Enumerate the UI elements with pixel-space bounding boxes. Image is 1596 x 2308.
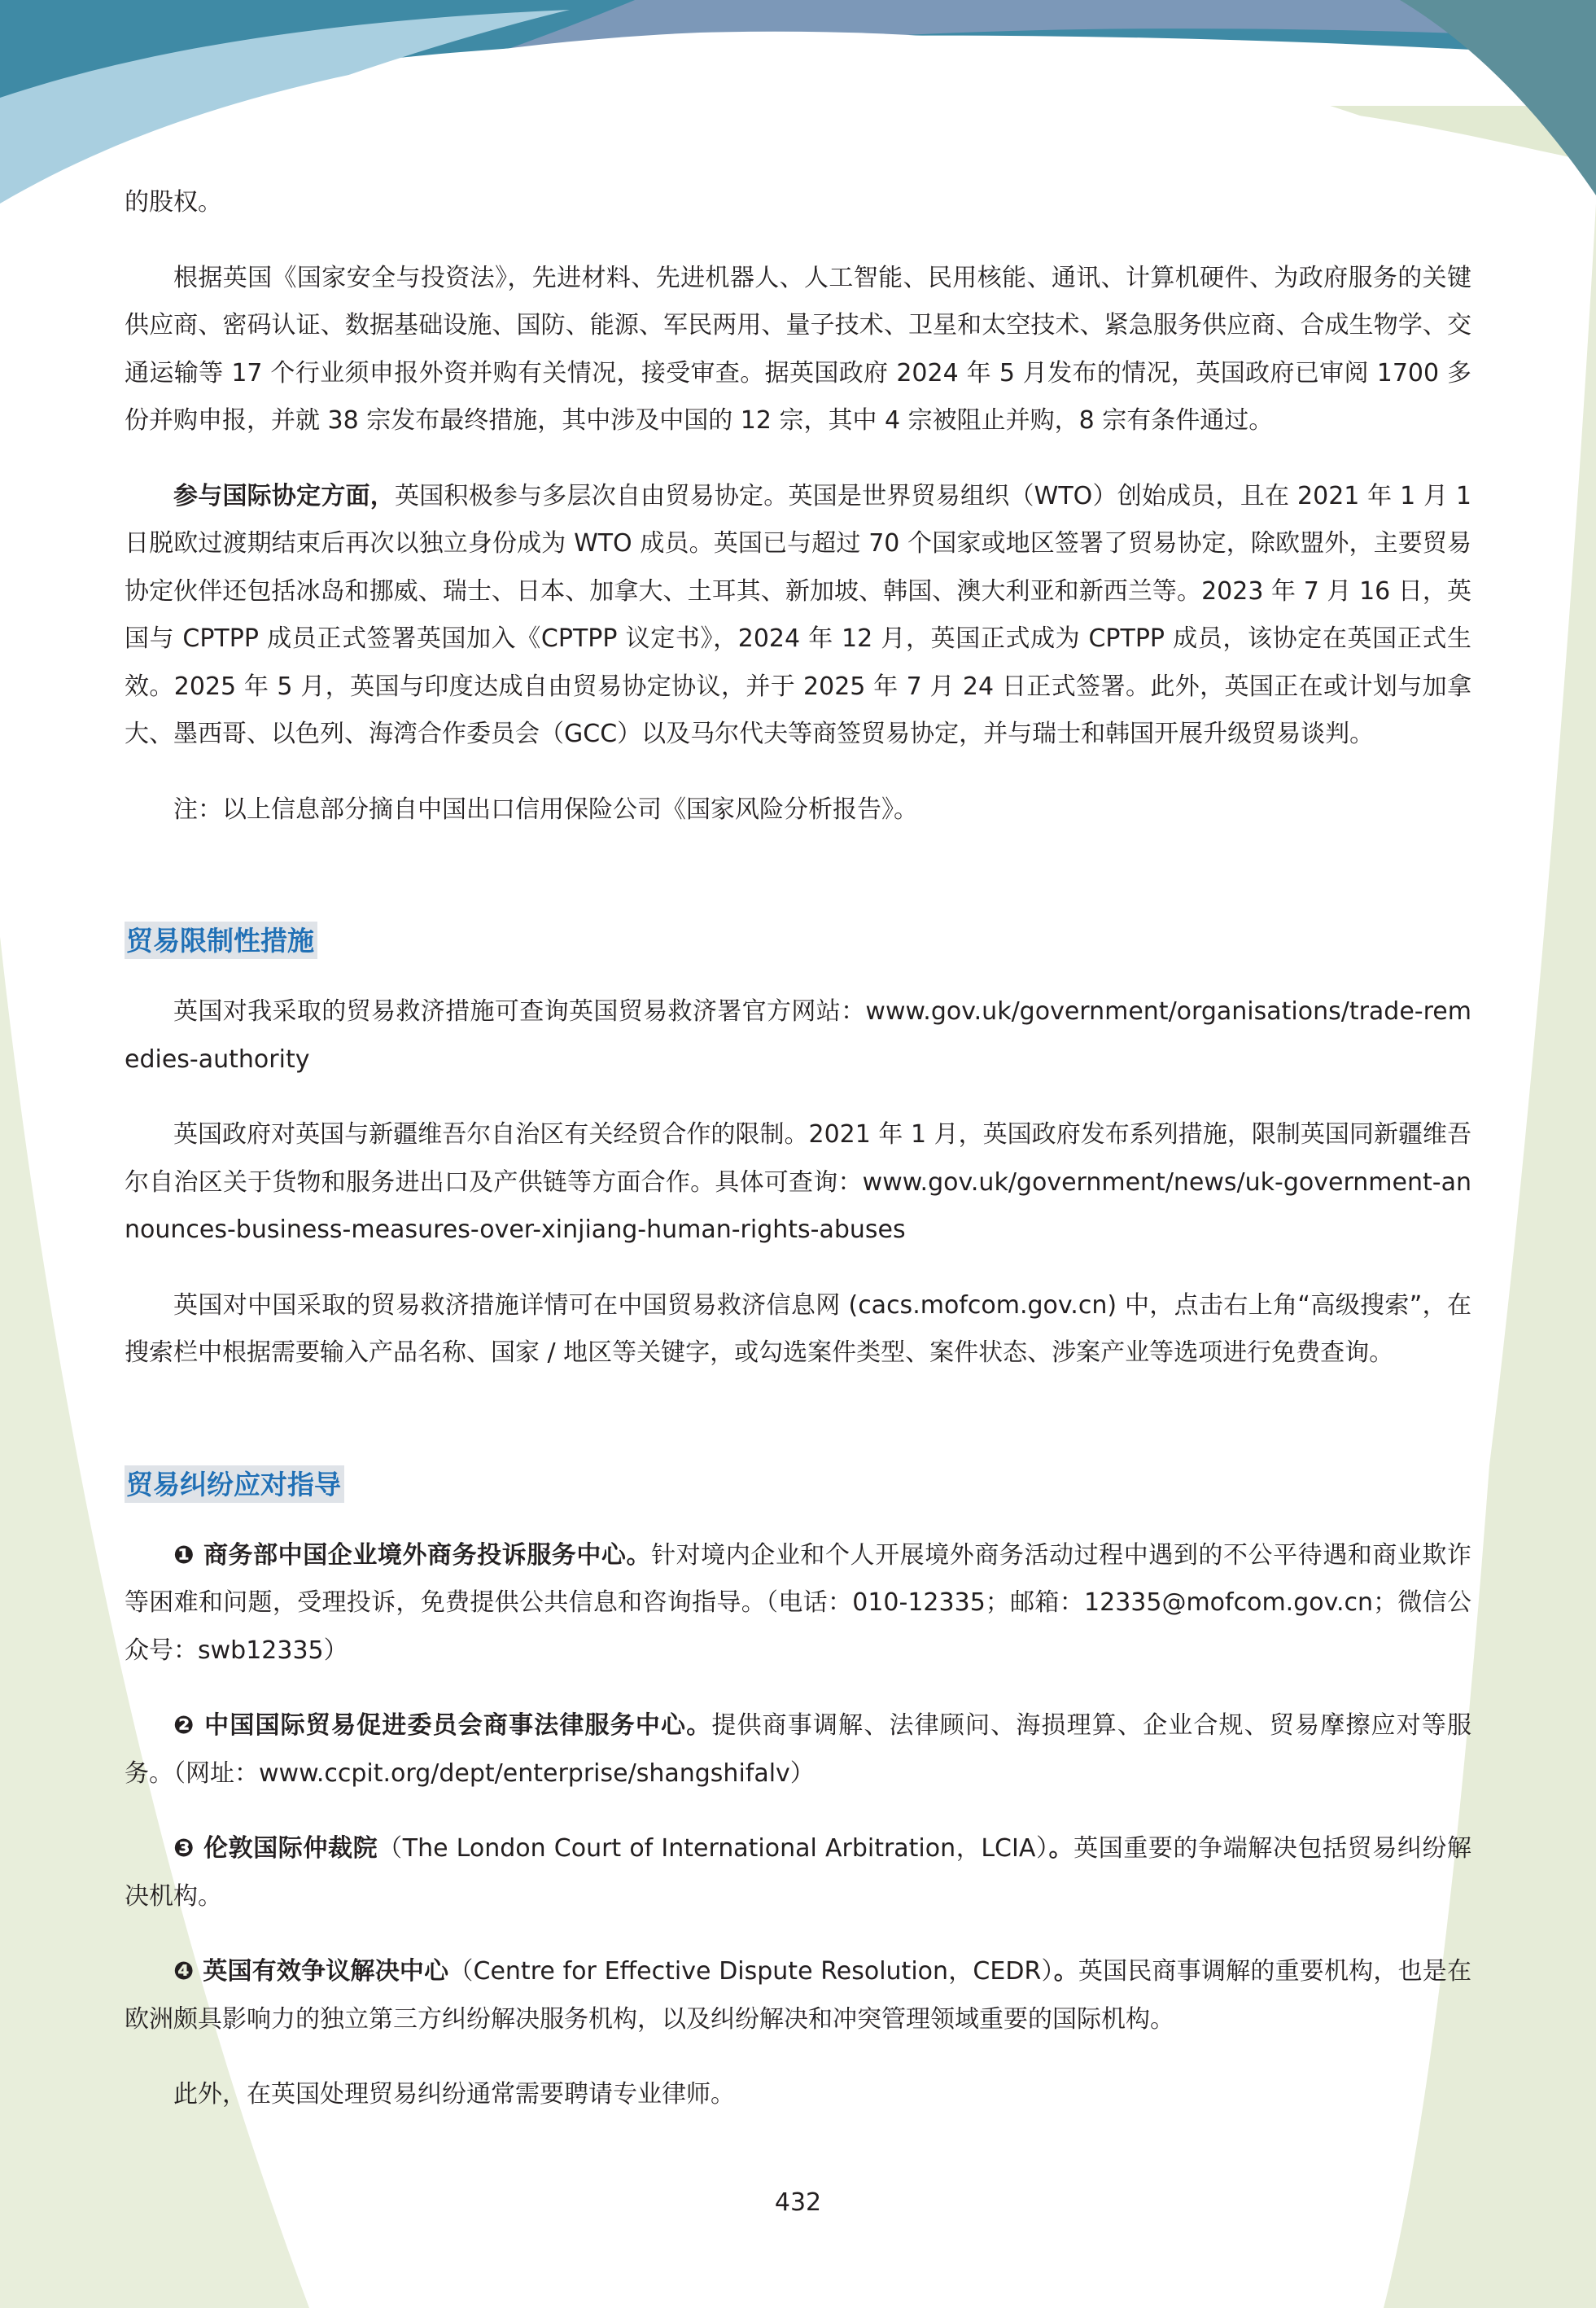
lcia-english-name: （The London Court of International Arbitration，LCIA） xyxy=(378,1834,1049,1863)
ccpit-center-name: ❷ 中国国际贸易促进委员会商事法律服务中心。 xyxy=(173,1711,712,1740)
agreements-lead: 参与国际协定方面， xyxy=(173,481,395,510)
page-content xyxy=(125,179,1471,2119)
cedr-name: ❹ 英国有效争议解决中心 xyxy=(173,1957,449,1986)
source-note: 注：以上信息部分摘自中国出口信用保险公司《国家风险分析报告》。 xyxy=(173,795,918,824)
continued-paragraph: 的股权。 xyxy=(125,188,222,217)
agreements-body: 英国积极参与多层次自由贸易协定。英国是世界贸易组织（WTO）创始成员，且在 2021 年 1 月 1 日脱欧过渡期结束后再次以独立身份成为 WTO 成员。英国已与超过 70 个国家或地区签署了贸易协定，除欧盟外，主要贸易协定伙伴还包括冰岛和挪威、瑞士、日本、加拿大、土耳其、新加坡、韩国、澳大利亚和新西兰等。2023 年 7 月 16 日，英国与 CPTPP 成员正式签署英国加入《CPTPP 议定书》，2024 年 12 月，英国正式成为 CPTPP 成员，该协定在英国正式生效。2025 年 5 月，英国与印度达成自由贸易协定协议，并于 2025 年 7 月 24 日正式签署。此外，英国正在或计划与加拿大、墨西哥、以色列、海湾合作委员会（GCC）以及马尔代夫等商签贸易协定，并与瑞士和韩国开展升级贸易谈判。 xyxy=(125,481,1472,748)
ccpit-center-description: 提供商事调解、法律顾问、海损理算、企业合规、贸易摩擦应对等服务。（网址：www.ccpit.org/dept/enterprise/shangshifalv） xyxy=(125,1711,1471,1788)
cacs-search-paragraph: 英国对中国采取的贸易救济措施详情可在中国贸易救济信息网 (cacs.mofcom.gov.cn) 中，点击右上角“高级搜索”，在搜索栏中根据需要输入产品名称、国家 / 地区等关键字，或勾选案件类型、案件状态、涉案产业等选项进行免费查询。 xyxy=(125,1290,1471,1367)
cedr-description: 英国民商事调解的重要机构，也是在欧洲颇具影响力的独立第三方纠纷解决服务机构，以及纠纷解决和冲突管理领域重要的国际机构。 xyxy=(125,1957,1472,2034)
lcia-description: 英国重要的争端解决包括贸易纠纷解决机构。 xyxy=(125,1834,1472,1911)
dispute-item-ccpit xyxy=(125,1702,1471,1798)
international-agreements-paragraph xyxy=(125,473,1471,759)
xinjiang-measures-paragraph: 英国政府对英国与新疆维吾尔自治区有关经贸合作的限制。2021 年 1 月，英国政府发布系列措施，限制英国同新疆维吾尔自治区关于货物和服务进出口及产供链等方面合作。具体可查询：www.gov.uk/government/news/uk-government-announces-business-measures-over-xinjiang-human-rights-abuses xyxy=(125,1120,1471,1244)
mofcom-center-name: ❶ 商务部中国企业境外商务投诉服务中心。 xyxy=(173,1540,652,1570)
investment-review-paragraph: 根据英国《国家安全与投资法》，先进材料、先进机器人、人工智能、民用核能、通讯、计算机硬件、为政府服务的关键供应商、密码认证、数据基础设施、国防、能源、军民两用、量子技术、卫星和太空技术、紧急服务供应商、合成生物学、交通运输等 17 个行业须申报外资并购有关情况，接受审查。据英国政府 2024 年 5 月发布的情况，英国政府已审阅 1700 多份并购申报，并就 38 宗发布最终措施，其中涉及中国的 12 宗，其中 4 宗被阻止并购，8 宗有条件通过。 xyxy=(125,263,1471,435)
section-heading-trade-restrictions: 贸易限制性措施 xyxy=(125,922,317,959)
trade-remedies-paragraph: 英国对我采取的贸易救济措施可查询英国贸易救济署官方网站：www.gov.uk/government/organisations/trade-remedies-authority xyxy=(125,997,1471,1074)
dispute-item-lcia xyxy=(125,1825,1471,1920)
page-number: 432 xyxy=(774,2188,822,2217)
cedr-separator: 。 xyxy=(1053,1957,1078,1986)
mofcom-center-description: 针对境内企业和个人开展境外商务活动过程中遇到的不公平待遇和商业欺诈等困难和问题，受理投诉，免费提供公共信息和咨询指导。（电话：010-12335；邮箱：12335@mofcom.gov.cn；微信公众号：swb12335） xyxy=(125,1540,1471,1665)
lcia-name: ❸ 伦敦国际仲裁院 xyxy=(173,1834,378,1863)
lcia-separator: 。 xyxy=(1048,1834,1074,1863)
closing-advice-paragraph: 此外，在英国处理贸易纠纷通常需要聘请专业律师。 xyxy=(173,2080,735,2109)
dispute-item-cedr xyxy=(125,1948,1471,2043)
cedr-english-name: （Centre for Effective Dispute Resolution，CEDR） xyxy=(448,1957,1054,1986)
dispute-item-mofcom xyxy=(125,1532,1471,1675)
section-heading-dispute-guidance: 贸易纠纷应对指导 xyxy=(125,1465,344,1503)
